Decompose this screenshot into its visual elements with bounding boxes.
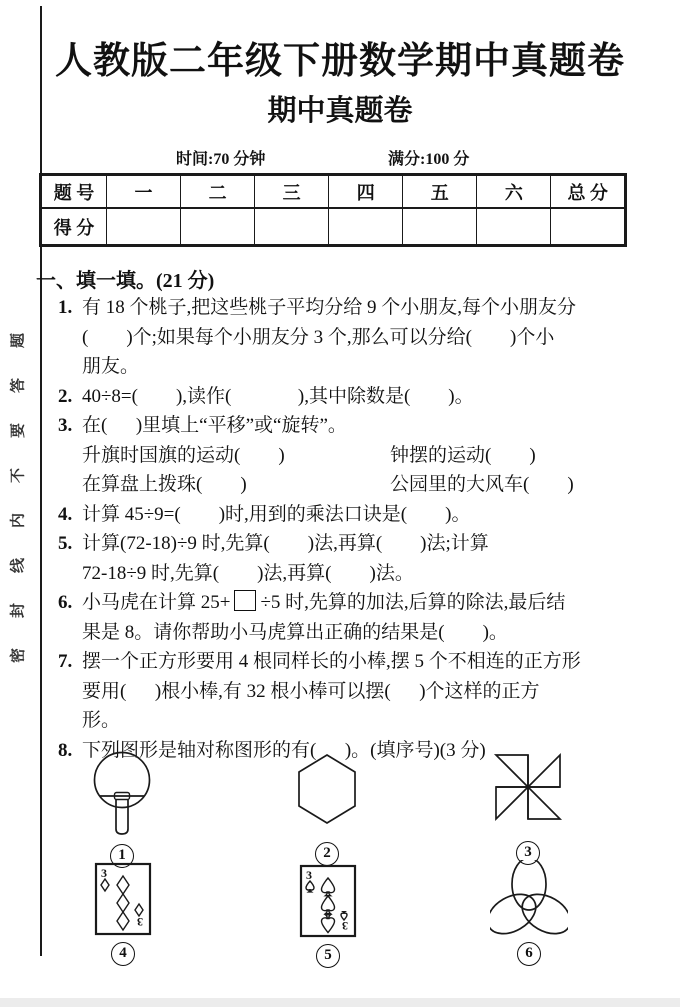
seal-char: 密 [10, 648, 27, 664]
header-cell: 五 [403, 175, 477, 208]
question-5 [36, 529, 650, 588]
question-number: 1. [58, 297, 73, 318]
header-cell: 三 [255, 175, 329, 208]
table-tennis-paddle-icon [88, 750, 156, 838]
question-text: 形。 [82, 710, 121, 731]
question-number: 7. [58, 651, 73, 672]
figure-table-tennis-paddle [86, 750, 158, 868]
page-title: 人教版二年级下册数学期中真题卷 [55, 41, 625, 82]
score-cell [329, 208, 403, 245]
score-cell [477, 208, 551, 245]
figure-three-of-spades-card [298, 864, 358, 968]
figure-label-2: 2 [291, 842, 363, 866]
figure-label-4: 4 [93, 942, 153, 966]
question-text [82, 588, 650, 618]
figure-label-6: 6 [490, 942, 568, 966]
score-row-label: 得 分 [41, 208, 107, 245]
question-number: 8. [58, 739, 73, 761]
figure-three-of-diamonds-card [93, 862, 153, 966]
hexagon-icon [295, 753, 359, 825]
question-text-columns [82, 441, 650, 471]
three-of-diamonds-card-icon [94, 862, 152, 936]
blank-box [234, 590, 256, 611]
header-cell: 二 [181, 175, 255, 208]
question-text-columns [82, 470, 650, 500]
score-table [40, 174, 626, 246]
question-text: 在( )里填上“平移”或“旋转”。 [82, 415, 347, 436]
question-text: 计算 45÷9=( )时,用到的乘法口诀是( )。 [82, 503, 471, 525]
column-left: 升旗时国旗的运动( ) [82, 444, 285, 466]
svg-text:3: 3 [101, 866, 107, 880]
question-6 [36, 588, 650, 647]
figure-pinwheel [492, 752, 564, 865]
three-of-spades-card-icon [299, 864, 357, 938]
time-limit: 时间:70 分钟 [176, 151, 266, 168]
question-2 [36, 382, 650, 412]
svg-text:3: 3 [342, 919, 348, 933]
section-heading: 一、填一填。(21 分) [36, 270, 215, 292]
question-text: 果是 8。请你帮助小马虎算出正确的结果是( )。 [82, 621, 508, 643]
score-table-header-row [41, 175, 625, 208]
figure-label-3: 3 [492, 841, 564, 865]
seal-char: 题 [10, 333, 27, 349]
page-subtitle: 期中真题卷 [267, 95, 413, 127]
figure-label-5: 5 [298, 944, 358, 968]
text-after-box: ÷5 时,先算的加法,后算的除法,最后结 [260, 592, 566, 613]
full-score: 满分:100 分 [388, 151, 470, 168]
question-3 [36, 411, 650, 500]
figure-hexagon [291, 753, 363, 866]
score-cell [255, 208, 329, 245]
svg-text:3: 3 [306, 868, 312, 882]
seal-char: 不 [10, 468, 27, 484]
column-right: 钟摆的运动( ) [390, 444, 536, 466]
question-text: 摆一个正方形要用 4 根同样长的小棒,摆 5 个不相连的正方形 [82, 651, 581, 672]
text-before-box: 小马虎在计算 25+ [82, 592, 231, 613]
seal-char: 答 [10, 378, 27, 394]
question-7 [36, 647, 650, 736]
question-number: 4. [58, 503, 73, 525]
question-text: 计算(72-18)÷9 时,先算( )法,再算( )法;计算 [82, 533, 489, 554]
question-text: 朋友。 [82, 356, 140, 377]
header-cell: 一 [107, 175, 181, 208]
column-right: 公园里的大风车( ) [390, 474, 574, 495]
pinwheel-icon [493, 752, 563, 822]
svg-text:3: 3 [137, 915, 143, 929]
header-cell: 四 [329, 175, 403, 208]
exam-meta [0, 146, 680, 168]
page-bottom-edge [0, 998, 680, 1007]
score-cell [551, 208, 625, 245]
question-number: 6. [58, 592, 73, 613]
seal-char: 封 [10, 603, 27, 619]
question-text: 要用( )根小棒,有 32 根小棒可以摆( )个这样的正方 [82, 680, 540, 702]
score-cell [403, 208, 477, 245]
seal-char: 要 [10, 423, 27, 439]
header-cell-total: 总 分 [551, 175, 625, 208]
question-number: 2. [58, 385, 73, 407]
question-4 [36, 500, 650, 530]
question-text: 有 18 个桃子,把这些桃子平均分给 9 个小朋友,每个小朋友分 [82, 297, 577, 318]
header-cell: 六 [477, 175, 551, 208]
seal-char: 线 [10, 558, 27, 574]
figure-trefoil [490, 860, 568, 966]
question-list [36, 293, 650, 765]
question-number: 5. [58, 533, 73, 554]
seal-text [2, 318, 36, 678]
question-number: 3. [58, 415, 73, 436]
seal-char: 内 [10, 513, 27, 529]
column-left: 在算盘上拨珠( ) [82, 474, 247, 495]
question-text: 下列图形是轴对称图形的有( )。(填序号)(3 分) [82, 739, 486, 761]
question-1 [36, 293, 650, 382]
question-text: 40÷8=( ),读作( ),其中除数是( )。 [82, 385, 474, 407]
figure-label-1: 1 [86, 844, 158, 868]
question-text: 72-18÷9 时,先算( )法,再算( )法。 [82, 562, 414, 584]
header-cell-question-no: 题 号 [41, 175, 107, 208]
score-cell [181, 208, 255, 245]
score-table-score-row [41, 208, 625, 245]
score-cell [107, 208, 181, 245]
trefoil-icon [490, 860, 568, 940]
question-text: ( )个;如果每个小朋友分 3 个,那么可以分给( )个小 [82, 326, 555, 348]
